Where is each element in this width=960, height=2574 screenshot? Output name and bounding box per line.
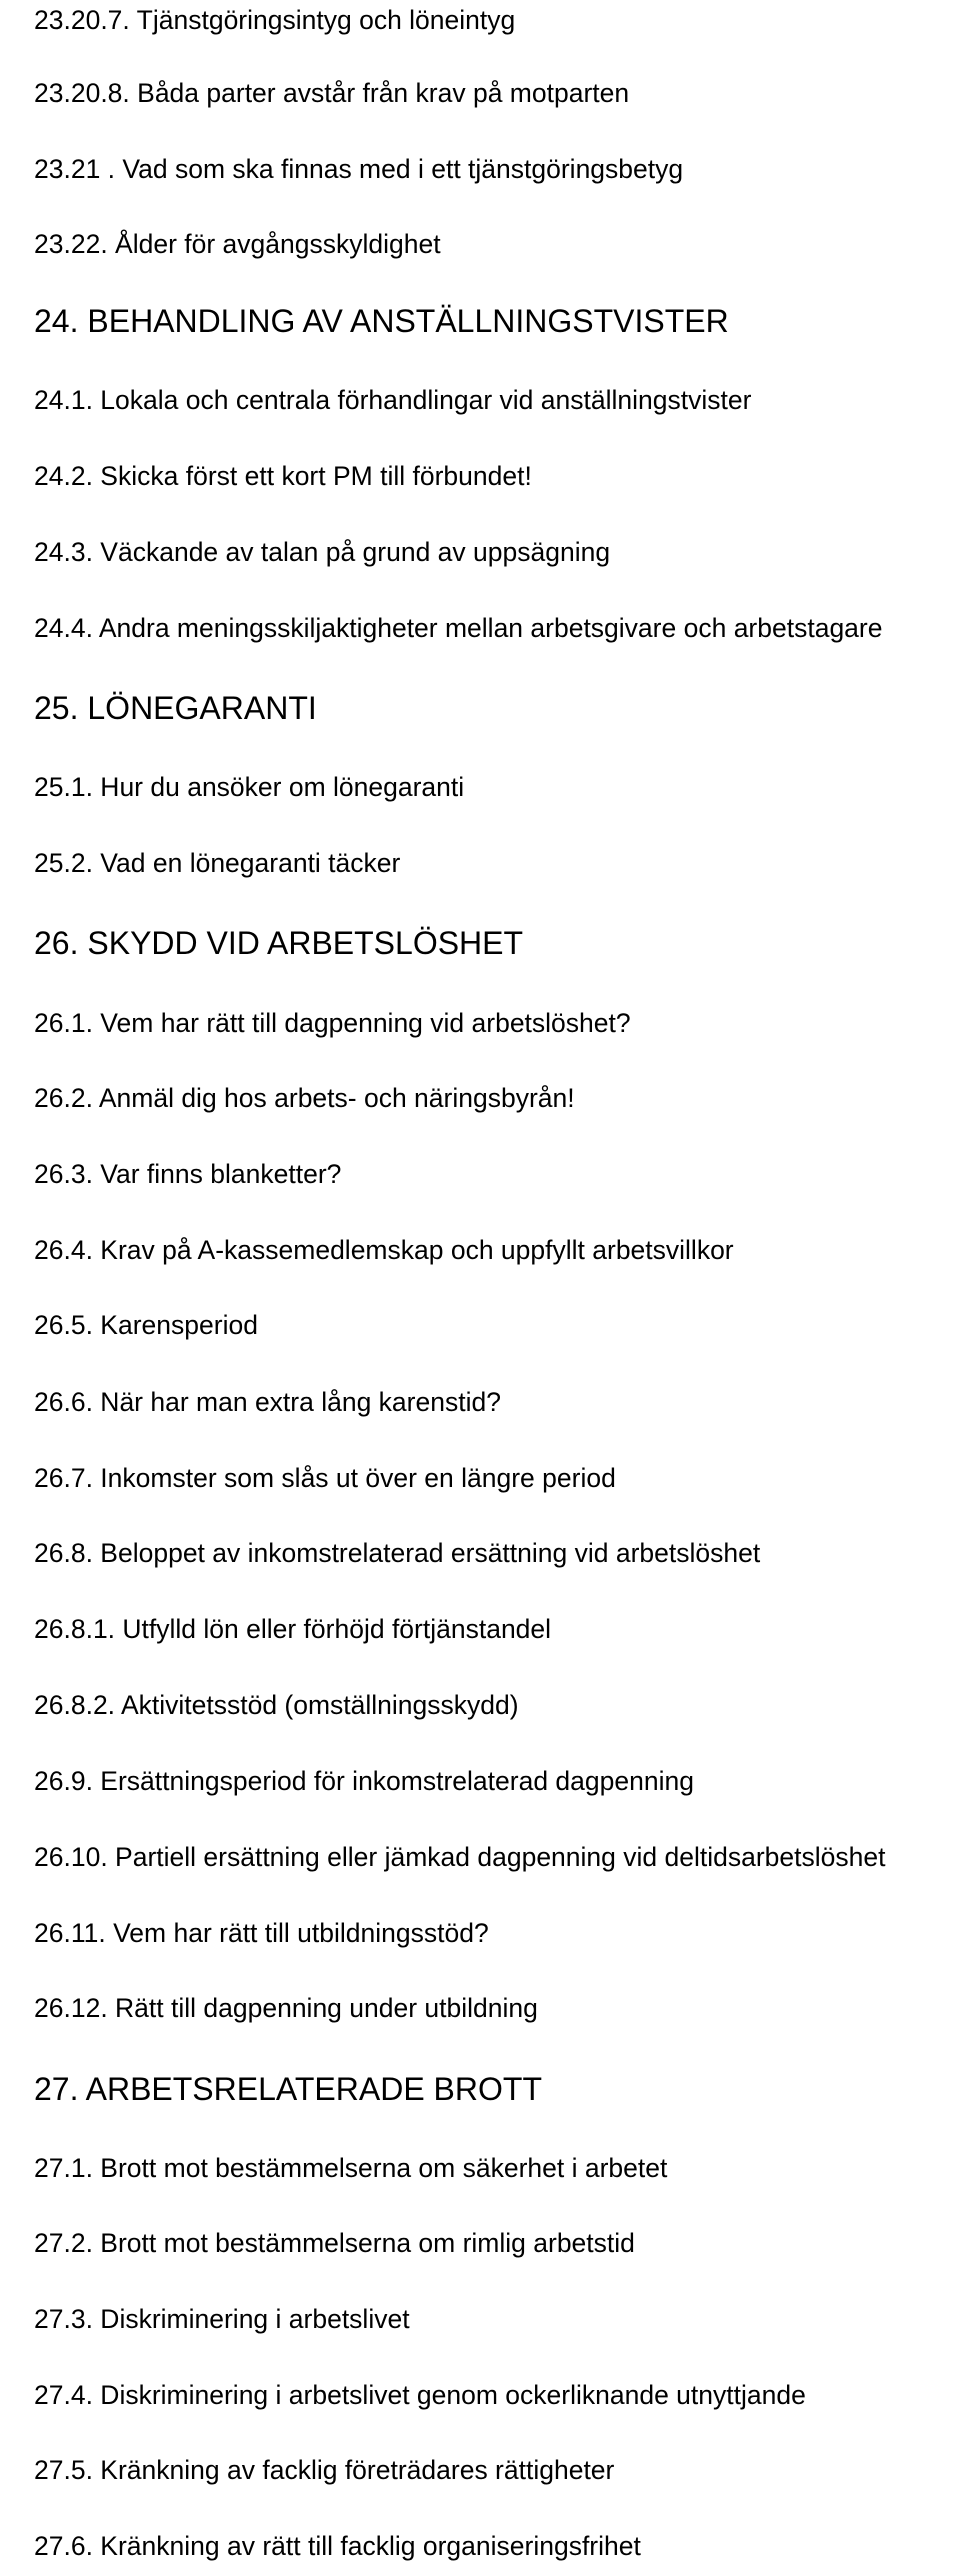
toc-entry-27-4: 27.4. Diskriminering i arbetslivet genom ockerliknande utnyttjande [34, 2380, 806, 2410]
toc-entry-26-3: 26.3. Var finns blanketter? [34, 1159, 342, 1189]
toc-entry-26-1: 26.1. Vem har rätt till dagpenning vid arbetslöshet? [34, 1008, 631, 1038]
toc-entry-23-22: 23.22. Ålder för avgångsskyldighet [34, 229, 441, 259]
toc-entry-24-2: 24.2. Skicka först ett kort PM till förbundet! [34, 461, 532, 491]
toc-entry-26-5: 26.5. Karensperiod [34, 1310, 258, 1340]
toc-entry-26-8-1: 26.8.1. Utfylld lön eller förhöjd förtjänstandel [34, 1614, 552, 1644]
toc-entry-25-2: 25.2. Vad en lönegaranti täcker [34, 848, 401, 878]
toc-entry-27-6: 27.6. Kränkning av rätt till facklig organiseringsfrihet [34, 2531, 641, 2561]
toc-entry-26-10: 26.10. Partiell ersättning eller jämkad dagpenning vid deltidsarbetslöshet [34, 1842, 886, 1872]
toc-entry-23-20-7: 23.20.7. Tjänstgöringsintyg och löneintyg [34, 5, 516, 35]
toc-entry-25-1: 25.1. Hur du ansöker om lönegaranti [34, 772, 465, 802]
toc-entry-24-3: 24.3. Väckande av talan på grund av uppsägning [34, 537, 611, 567]
toc-heading-25: 25. LÖNEGARANTI [34, 690, 317, 726]
toc-entry-24-4: 24.4. Andra meningsskiljaktigheter mellan arbetsgivare och arbetstagare [34, 613, 883, 643]
toc-heading-24: 24. BEHANDLING AV ANSTÄLLNINGSTVISTER [34, 303, 729, 339]
toc-entry-27-5: 27.5. Kränkning av facklig företrädares rättigheter [34, 2455, 615, 2485]
toc-entry-23-21: 23.21 . Vad som ska finnas med i ett tjänstgöringsbetyg [34, 154, 684, 184]
toc-entry-27-1: 27.1. Brott mot bestämmelserna om säkerhet i arbetet [34, 2153, 668, 2183]
toc-entry-27-3: 27.3. Diskriminering i arbetslivet [34, 2304, 410, 2334]
toc-entry-26-6: 26.6. När har man extra lång karenstid? [34, 1387, 501, 1417]
toc-entry-26-12: 26.12. Rätt till dagpenning under utbildning [34, 1993, 538, 2023]
toc-entry-26-8-2: 26.8.2. Aktivitetsstöd (omställningsskydd) [34, 1690, 519, 1720]
toc-entry-26-4: 26.4. Krav på A-kassemedlemskap och uppfyllt arbetsvillkor [34, 1235, 734, 1265]
toc-entry-26-7: 26.7. Inkomster som slås ut över en längre period [34, 1463, 616, 1493]
toc-entry-26-2: 26.2. Anmäl dig hos arbets- och näringsbyrån! [34, 1083, 575, 1113]
toc-entry-26-8: 26.8. Beloppet av inkomstrelaterad ersättning vid arbetslöshet [34, 1538, 761, 1568]
toc-heading-27: 27. ARBETSRELATERADE BROTT [34, 2071, 542, 2107]
toc-entry-23-20-8: 23.20.8. Båda parter avstår från krav på motparten [34, 78, 630, 108]
toc-entry-24-1: 24.1. Lokala och centrala förhandlingar vid anställningstvister [34, 385, 752, 415]
toc-entry-26-9: 26.9. Ersättningsperiod för inkomstrelaterad dagpenning [34, 1766, 694, 1796]
toc-entry-27-2: 27.2. Brott mot bestämmelserna om rimlig arbetstid [34, 2228, 635, 2258]
toc-entry-26-11: 26.11. Vem har rätt till utbildningsstöd? [34, 1918, 489, 1948]
toc-heading-26: 26. SKYDD VID ARBETSLÖSHET [34, 925, 524, 961]
